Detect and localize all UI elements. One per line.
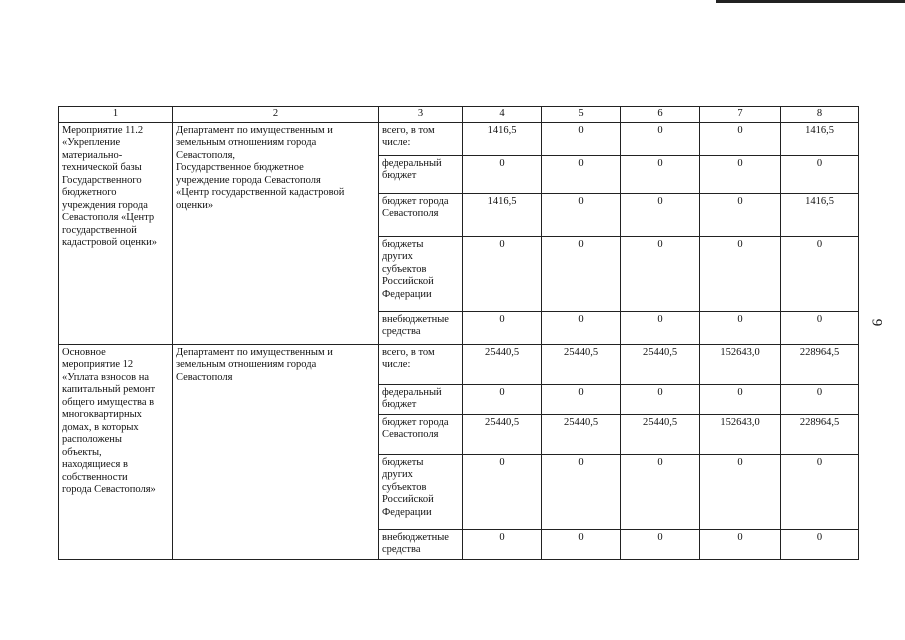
amount-cell: 0 (781, 454, 859, 529)
amount-cell: 0 (621, 311, 700, 344)
executor-cell: Департамент по имущественным и земельным отношениям города Севастополя, Государственное бюджетное учреждение города Севастополя «Центр государственной кадастровой оценки» (173, 122, 379, 344)
amount-cell: 0 (463, 384, 542, 414)
amount-cell: 0 (621, 155, 700, 193)
amount-cell: 0 (542, 384, 621, 414)
amount-cell: 1416,5 (463, 122, 542, 155)
page-number: 9 (868, 318, 885, 327)
header-cell: 6 (621, 107, 700, 123)
header-cell: 4 (463, 107, 542, 123)
amount-cell: 0 (542, 236, 621, 311)
amount-cell: 0 (542, 193, 621, 236)
amount-cell: 0 (700, 236, 781, 311)
funding-source-cell: бюджет города Севастополя (379, 414, 463, 454)
amount-cell: 0 (700, 311, 781, 344)
header-cell: 8 (781, 107, 859, 123)
amount-cell: 0 (463, 311, 542, 344)
amount-cell: 25440,5 (463, 344, 542, 384)
budget-table (58, 106, 859, 560)
amount-cell: 0 (781, 384, 859, 414)
amount-cell: 152643,0 (700, 344, 781, 384)
amount-cell: 228964,5 (781, 344, 859, 384)
amount-cell: 228964,5 (781, 414, 859, 454)
funding-source-cell: бюджеты других субъектов Российской Федерации (379, 454, 463, 529)
header-cell: 5 (542, 107, 621, 123)
amount-cell: 25440,5 (621, 344, 700, 384)
header-cell: 7 (700, 107, 781, 123)
amount-cell: 0 (621, 122, 700, 155)
amount-cell: 152643,0 (700, 414, 781, 454)
amount-cell: 0 (700, 384, 781, 414)
amount-cell: 25440,5 (542, 414, 621, 454)
funding-source-cell: всего, в том числе: (379, 344, 463, 384)
event-cell: Основное мероприятие 12 «Уплата взносов на капитальный ремонт общего имущества в многоквартирных домах, в которых расположены объекты, находящиеся в собственности города Севастополя» (59, 344, 173, 559)
header-cell: 1 (59, 107, 173, 123)
amount-cell: 0 (621, 384, 700, 414)
table-row (59, 344, 859, 384)
funding-source-cell: бюджеты других субъектов Российской Федерации (379, 236, 463, 311)
header-cell: 2 (173, 107, 379, 123)
header-row (59, 107, 859, 123)
amount-cell: 0 (463, 236, 542, 311)
amount-cell: 0 (781, 236, 859, 311)
amount-cell: 0 (542, 454, 621, 529)
amount-cell: 0 (542, 311, 621, 344)
amount-cell: 0 (781, 155, 859, 193)
amount-cell: 1416,5 (781, 122, 859, 155)
executor-cell: Департамент по имущественным и земельным отношениям города Севастополя (173, 344, 379, 559)
funding-source-cell: бюджет города Севастополя (379, 193, 463, 236)
amount-cell: 0 (781, 311, 859, 344)
funding-source-cell: внебюджетные средства (379, 529, 463, 559)
amount-cell: 0 (621, 193, 700, 236)
header-cell: 3 (379, 107, 463, 123)
funding-source-cell: внебюджетные средства (379, 311, 463, 344)
amount-cell: 0 (700, 122, 781, 155)
amount-cell: 25440,5 (463, 414, 542, 454)
amount-cell: 0 (463, 454, 542, 529)
funding-source-cell: федеральный бюджет (379, 384, 463, 414)
amount-cell: 0 (621, 454, 700, 529)
amount-cell: 0 (700, 529, 781, 559)
amount-cell: 0 (700, 193, 781, 236)
table-row (59, 122, 859, 155)
amount-cell: 1416,5 (781, 193, 859, 236)
amount-cell: 25440,5 (621, 414, 700, 454)
amount-cell: 0 (700, 155, 781, 193)
amount-cell: 0 (781, 529, 859, 559)
amount-cell: 0 (700, 454, 781, 529)
amount-cell: 25440,5 (542, 344, 621, 384)
event-cell: Мероприятие 11.2 «Укрепление материально- технической базы Государственного бюджетного учреждения города Севастополя «Центр государственной кадастровой оценки» (59, 122, 173, 344)
amount-cell: 0 (542, 155, 621, 193)
funding-source-cell: федеральный бюджет (379, 155, 463, 193)
amount-cell: 0 (621, 529, 700, 559)
amount-cell: 0 (621, 236, 700, 311)
top-rule (716, 0, 905, 3)
amount-cell: 0 (463, 155, 542, 193)
amount-cell: 0 (542, 122, 621, 155)
amount-cell: 0 (463, 529, 542, 559)
funding-source-cell: всего, в том числе: (379, 122, 463, 155)
amount-cell: 1416,5 (463, 193, 542, 236)
amount-cell: 0 (542, 529, 621, 559)
